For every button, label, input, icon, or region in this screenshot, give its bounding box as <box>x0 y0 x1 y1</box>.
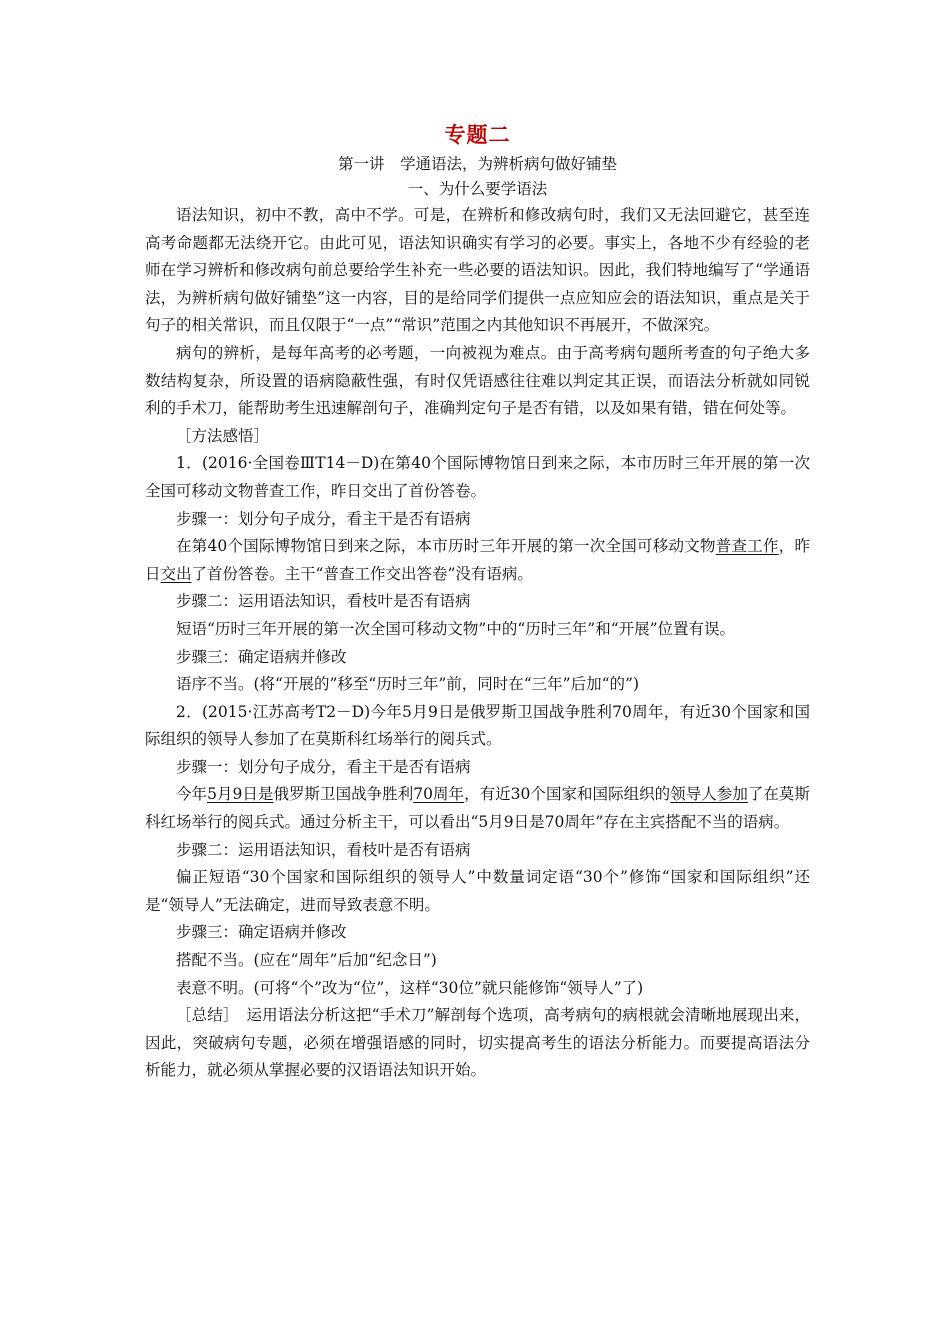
example-2-step1-analysis <box>145 781 810 836</box>
example-1-step1-analysis <box>145 533 810 588</box>
example-2-step3-text-2: 表意不明。(可将“个”改为“位”，这样“30位”就只能修饰“领导人”了) <box>176 978 644 997</box>
text-run: 了首份答卷。主干“普查工作交出答卷”没有语病。 <box>191 564 533 583</box>
intro-paragraph-1: 语法知识，初中不教，高中不学。可是，在辨析和修改病句时，我们又无法回避它，甚至连高考命题都无法绕开它。由此可见，语法知识确实有学习的必要。事实上，各地不少有经验的老师在学习辨析和修改病句前总要给学生补充一些必要的语法知识。因此，我们特地编写了“学通语法，为辨析病句做好铺垫”这一内容，目的是给同学们提供一点应知应会的语法知识，重点是关于句子的相关常识，而且仅限于“一点”“常识”范围之内其他知识不再展开，不做深究。 <box>145 206 810 335</box>
section-heading: 一、为什么要学语法 <box>407 180 548 198</box>
lecture-subtitle: 第一讲 学通语法，为辨析病句做好铺垫 <box>337 155 617 173</box>
text-run: 今年 <box>176 785 208 804</box>
example-2-step3-label: 步骤三：确定语病并修改 <box>176 923 347 942</box>
example-2-step2-text: 偏正短语“30个国家和国际组织的领导人”中数量词定语“30个”修饰“国家和国际组织”还是“领导人”无法确定，进而导致表意不明。 <box>145 868 810 914</box>
text-run: ，有近30个国家和国际组织的 <box>464 785 671 804</box>
example-1-step1-label: 步骤一：划分句子成分，看主干是否有语病 <box>176 509 471 528</box>
example-2-step2-label: 步骤二：运用语法知识，看枝叶是否有语病 <box>176 840 471 859</box>
underlined-subject: 5月9日是 <box>207 785 274 804</box>
intro-paragraph-2: 病句的辨析，是每年高考的必考题，一向被视为难点。由于高考病句题所考查的句子绝大多数结构复杂，所设置的语病隐蔽性强，有时仅凭语感往往难以判定其正误，而语法分析就如同锐利的手术刀，能帮助考生迅速解剖句子，准确判定句子是否有错，以及如果有错，错在何处等。 <box>145 343 810 418</box>
example-1-step3-label: 步骤三：确定语病并修改 <box>176 647 347 666</box>
page-title: 专题二 <box>444 122 511 147</box>
example-2-question: 2．(2015·江苏高考T2－D)今年5月9日是俄罗斯卫国战争胜利70周年，有近30个国家和国际组织的领导人参加了在莫斯科红场举行的阅兵式。 <box>145 702 810 749</box>
underlined-subject: 普查工作 <box>715 537 779 556</box>
example-1-step3-text: 语序不当。(将“开展的”移至“历时三年”前，同时在“三年”后加“的”) <box>176 675 639 694</box>
example-1-step2-label: 步骤二：运用语法知识，看枝叶是否有语病 <box>176 592 471 611</box>
underlined-predicate: 交出 <box>160 564 192 583</box>
method-label: ［方法感悟］ <box>176 426 270 445</box>
example-2-step1-label: 步骤一：划分句子成分，看主干是否有语病 <box>176 757 471 776</box>
summary-paragraph: ［总结］ 运用语法分析这把“手术刀”解剖每个选项，高考病句的病根就会清晰地展现出来，因此，突破病句专题，必须在增强语感的同时，切实提高考生的语法分析能力。而要提高语法分析能力，就必须从掌握必要的汉语语法知识开始。 <box>145 1006 810 1080</box>
example-1-question: 1．(2016·全国卷ⅢT14－D)在第40个国际博物馆日到来之际，本市历时三年开展的第一次全国可移动文物普查工作，昨日交出了首份答卷。 <box>145 454 810 500</box>
underlined-predicate: 领导人参加 <box>670 785 748 804</box>
text-run: 俄罗斯卫国战争胜利 <box>273 785 414 804</box>
example-2-step3-text-1: 搭配不当。(应在“周年”后加“纪念日”) <box>176 951 437 970</box>
text-run: 在第40个国际博物馆日到来之际，本市历时三年开展的第一次全国可移动文物 <box>176 537 716 556</box>
text-run: ，昨日 <box>145 537 810 583</box>
example-1-step2-text: 短语“历时三年开展的第一次全国可移动文物”中的“历时三年”和“开展”位置有误。 <box>176 619 736 638</box>
underlined-object: 70周年 <box>413 785 465 804</box>
text-run: 了在莫斯科红场举行的阅兵式。通过分析主干，可以看出“5月9日是70周年”存在主宾搭配不当的语病。 <box>145 785 810 832</box>
